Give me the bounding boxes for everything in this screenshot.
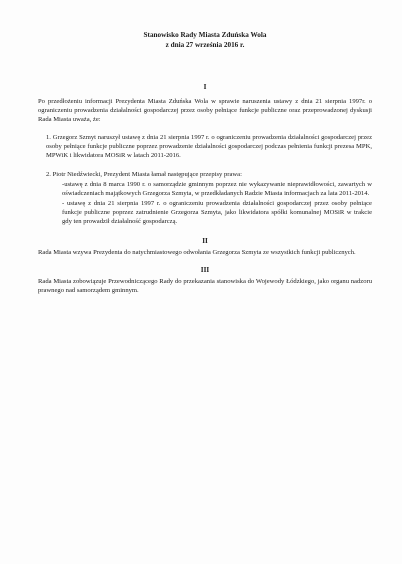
section-1-item-1-text — [46, 133, 372, 160]
section-1-item-1 — [46, 133, 372, 160]
section-2-number: II — [202, 237, 208, 246]
section-1-item-1-marker: 1. — [46, 134, 51, 142]
section-1-item-2-marker: 2. — [46, 170, 51, 178]
section-1-item-2-sub-2: - ustawę z dnia 21 sierpnia 1997 r. o ograniczeniu prowadzenia działalności gospodarczej przez osoby pełniące funkcje publiczne poprzez zatrudnienie Grzegorza Szmyta, jako likwidatora spółki komunalnej MOSiR w trakcie gdy ten prowadził działalność gospodarczą. — [62, 199, 372, 226]
section-1-item-2-sub-1: -ustawę z dnia 8 marca 1990 r. o samorządzie gminnym poprzez nie wykazywanie nieprawidłowości, zawartych w oświadczeniach majątkowych Grzegorza Szmyta, w przedkładanych Radzie Miasta informacjach za lata 2011-2014. — [62, 180, 372, 197]
section-2-text: Rada Miasta wzywa Prezydenta do natychmiastowego odwołania Grzegorza Szmyta ze wszystkich funkcji publicznych. — [38, 249, 356, 257]
section-1-item-2 — [46, 170, 372, 227]
section-1-intro: Po przedłożeniu informacji Prezydenta Miasta Zduńska Wola w sprawie naruszenia ustawy z dnia 21 sierpnia 1997r. o ograniczeniu prowadzenia działalności gospodarczej przez osoby pełniące funkcje publiczne oraz przeprowadzonej dyskusji Rada Miasta uważa, że: — [38, 98, 372, 124]
section-3-number: III — [200, 266, 210, 275]
document-title: Stanowisko Rady Miasta Zduńska Wola — [143, 31, 267, 39]
section-1-number: I — [203, 83, 207, 91]
section-1-item-2-text — [46, 170, 372, 179]
section-1-item-1-body: Grzegorz Szmyt naruszył ustawę z dnia 21 sierpnia 1997 r. o ograniczeniu prowadzenia działalności gospodarczej przez osoby pełniące funkcje publiczne poprzez prowadzenie działalności gospodarczej podczas pełnienia funkcji prezesa MPK, MPWiK i likwidatora MOSiR w latach 2011-2016. — [46, 134, 373, 160]
document-date: z dnia 27 września 2016 r. — [165, 41, 245, 49]
section-3-text: Rada Miasta zobowiązuje Przewodniczącego Rady do przekazania stanowiska do Wojewody Łódzkiego, jako organu nadzoru prawnego nad samorządem gminnym. — [38, 278, 372, 295]
section-1-item-2-body: Piotr Niedźwiecki, Prezydent Miasta łamał następujące przepisy prawa: — [52, 170, 242, 178]
